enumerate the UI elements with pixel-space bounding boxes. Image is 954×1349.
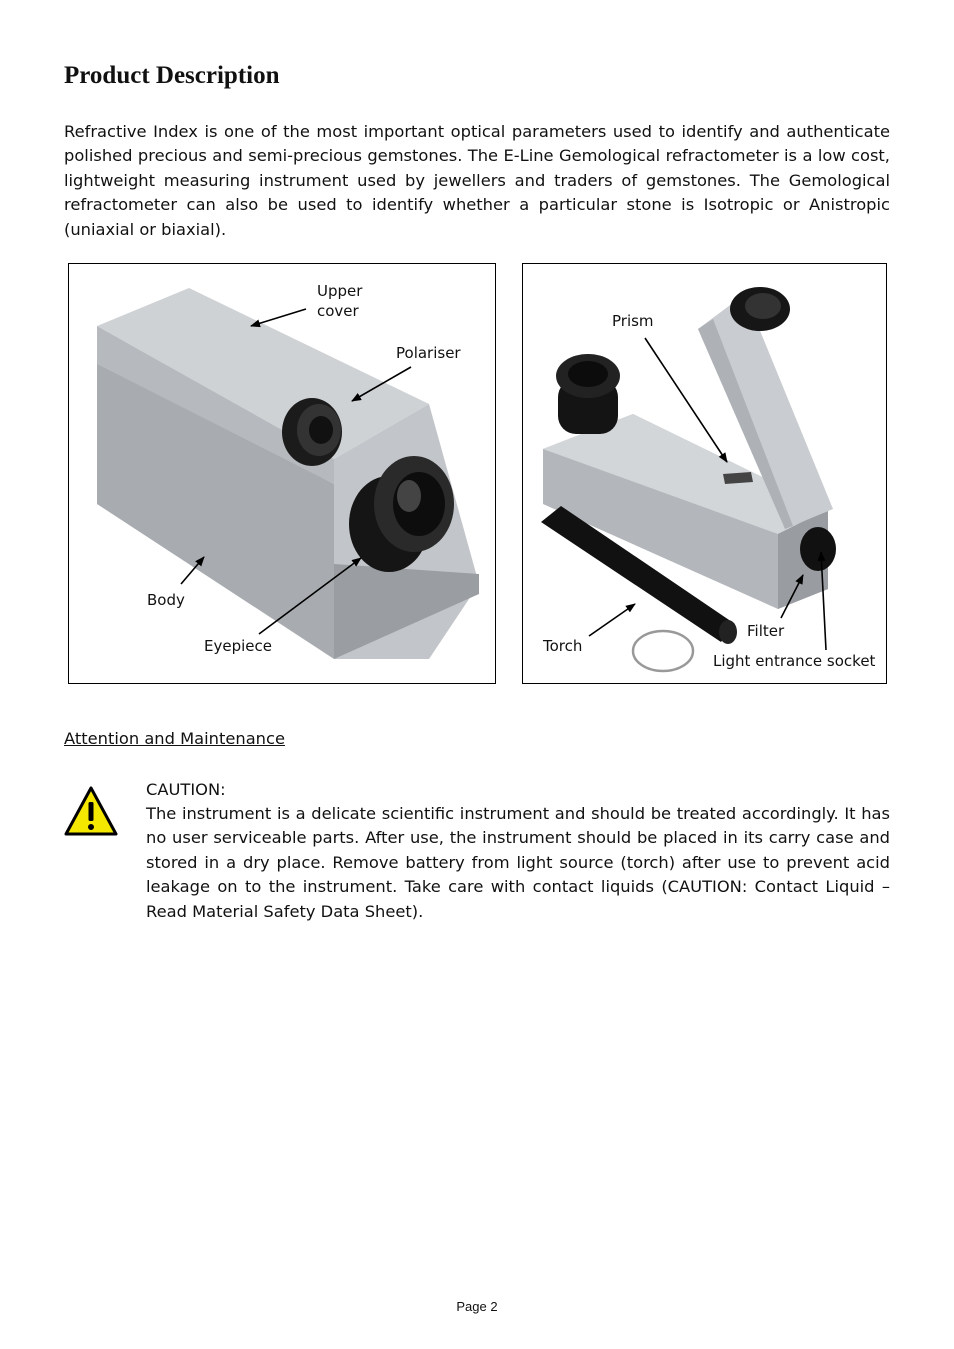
maintenance-heading: Attention and Maintenance xyxy=(64,729,285,748)
refractometer-open-illustration xyxy=(523,264,886,683)
page-number: Page 2 xyxy=(456,1299,498,1314)
eyepiece-label: Eyepiece xyxy=(204,637,272,655)
body-label: Body xyxy=(147,591,185,609)
caution-text: The instrument is a delicate scientific instrument and should be treated accordingly. It has no user serviceable parts. After use, the instrument should be placed in its carry case and stored in a dry place. Remove battery from light source (torch) after use to prevent acid leakage on to the instrument. Take care with contact liquids (CAUTION: Contact Liquid – Read Material Safety Data Sheet). xyxy=(146,804,890,921)
prism-label: Prism xyxy=(612,312,654,330)
torch-label: Torch xyxy=(543,637,583,655)
light-entrance-socket-label: Light entrance socket xyxy=(713,652,876,670)
warning-triangle-icon xyxy=(63,785,119,837)
caution-title: CAUTION: xyxy=(146,780,226,799)
upper-cover-label: Upper cover xyxy=(317,282,363,320)
filter-label: Filter xyxy=(747,622,785,640)
refractometer-open-photo xyxy=(522,263,887,684)
refractometer-closed-photo xyxy=(68,263,496,684)
polariser-label: Polariser xyxy=(396,344,461,362)
page-title: Product Description xyxy=(64,62,280,89)
intro-paragraph: Refractive Index is one of the most important optical parameters used to identify and authenticate polished precious and semi-precious gemstones. The E-Line Gemological refractometer is a low cost, lightweight measuring instrument used by jewellers and traders of gemstones. The Gemological refractometer can also be used to identify whether a particular stone is Isotropic or Anistropic (uniaxial or biaxial). xyxy=(64,122,890,239)
refractometer-closed-illustration xyxy=(69,264,495,683)
